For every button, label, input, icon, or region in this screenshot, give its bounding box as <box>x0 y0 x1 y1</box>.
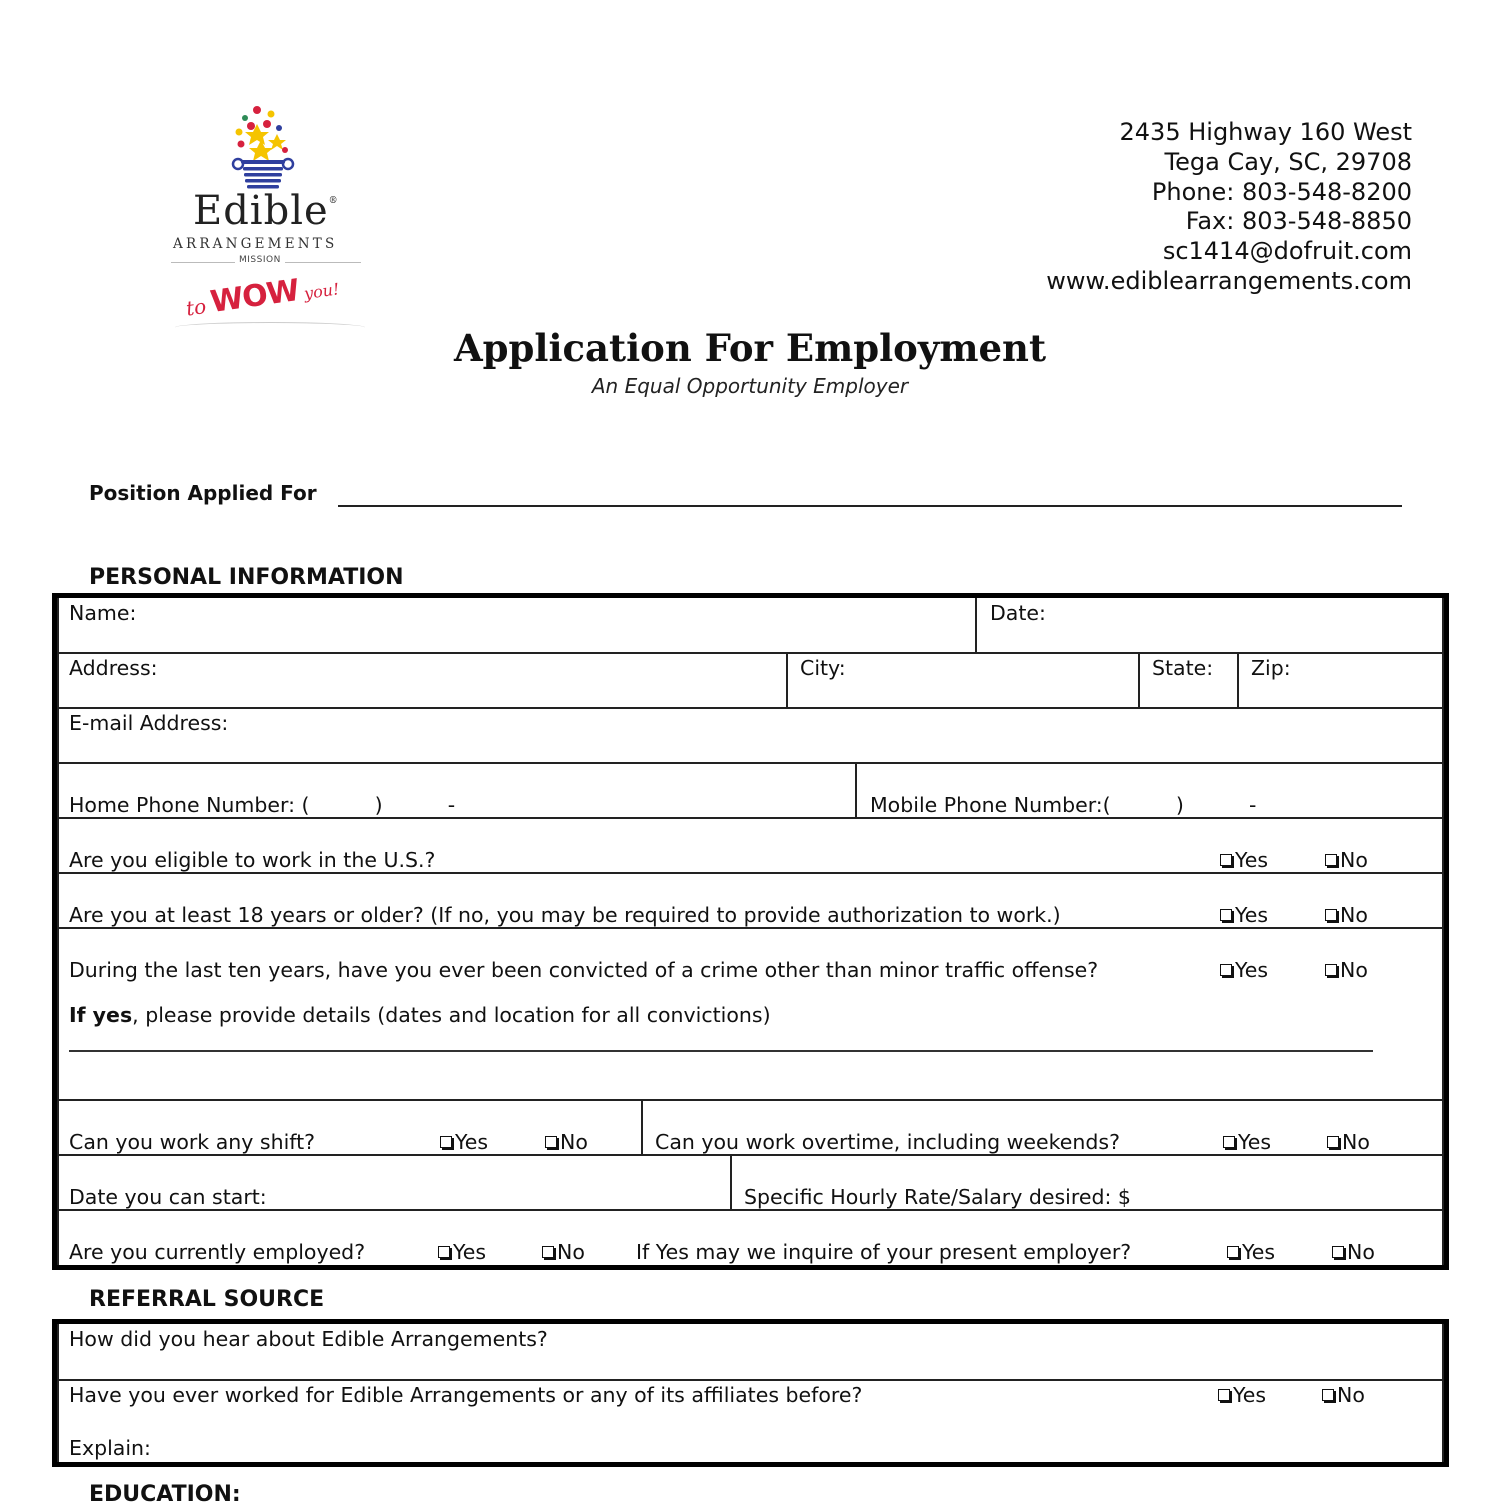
employed-question: Are you currently employed? <box>69 1240 366 1264</box>
col-divider <box>855 763 857 818</box>
eligible-question: Are you eligible to work in the U.S.? <box>69 848 436 872</box>
checkbox-icon <box>1325 909 1337 921</box>
overtime-no-checkbox[interactable]: No <box>1327 1130 1370 1154</box>
row-divider <box>57 872 1444 874</box>
worked-before-no-checkbox[interactable]: No <box>1322 1383 1365 1407</box>
age-yes-checkbox[interactable]: Yes <box>1220 903 1268 927</box>
checkbox-icon <box>1332 1246 1344 1258</box>
company-fax: Fax: 803-548-8850 <box>1185 207 1412 236</box>
page-title: Application For Employment <box>453 326 1047 370</box>
row-divider <box>57 652 1444 654</box>
email-field[interactable]: E-mail Address: <box>69 711 229 735</box>
employed-no-checkbox[interactable]: No <box>542 1240 585 1264</box>
address-field[interactable]: Address: <box>69 656 158 680</box>
date-field[interactable]: Date: <box>990 601 1046 625</box>
convicted-no-checkbox[interactable]: No <box>1325 958 1368 982</box>
personal-information-box <box>52 593 1449 1270</box>
conviction-details-field[interactable] <box>69 1050 1373 1052</box>
overtime-question: Can you work overtime, including weekends? <box>655 1130 1120 1154</box>
age-no-checkbox[interactable]: No <box>1325 903 1368 927</box>
age-question: Are you at least 18 years or older? (If no, you may be required to provide authorization to work.) <box>69 903 1061 927</box>
worked-before-yes-checkbox[interactable]: Yes <box>1218 1383 1266 1407</box>
employed-yes-checkbox[interactable]: Yes <box>438 1240 486 1264</box>
company-website: www.ediblearrangements.com <box>1046 266 1412 295</box>
explain-field[interactable]: Explain: <box>69 1436 151 1460</box>
col-divider <box>641 1100 643 1155</box>
zip-field[interactable]: Zip: <box>1251 656 1291 680</box>
convicted-yes-checkbox[interactable]: Yes <box>1220 958 1268 982</box>
shift-no-checkbox[interactable]: No <box>545 1130 588 1154</box>
checkbox-icon <box>545 1136 557 1148</box>
checkbox-icon <box>1220 909 1232 921</box>
logo-mission-text: MISSION <box>235 255 285 265</box>
checkbox-icon <box>1227 1246 1239 1258</box>
checkbox-icon <box>440 1136 452 1148</box>
inner-right-rule <box>1442 598 1444 1265</box>
inquire-no-checkbox[interactable]: No <box>1332 1240 1375 1264</box>
company-email: sc1414@dofruit.com <box>1162 237 1412 266</box>
home-phone-field[interactable]: Home Phone Number: ( ) - <box>69 793 456 817</box>
eligible-yes-checkbox[interactable]: Yes <box>1220 848 1268 872</box>
inner-left-rule <box>57 1324 59 1462</box>
convicted-question: During the last ten years, have you ever been convicted of a crime other than minor traffic offense? <box>69 958 1099 982</box>
checkbox-icon <box>1322 1389 1334 1401</box>
row-divider <box>57 1154 1444 1156</box>
row-divider <box>57 817 1444 819</box>
company-street: 2435 Highway 160 West <box>1119 118 1412 146</box>
checkbox-icon <box>542 1246 554 1258</box>
mobile-phone-field[interactable]: Mobile Phone Number:( ) - <box>870 793 1257 817</box>
row-divider <box>57 1379 1444 1381</box>
shift-yes-checkbox[interactable]: Yes <box>440 1130 488 1154</box>
eligible-no-checkbox[interactable]: No <box>1325 848 1368 872</box>
inner-right-rule <box>1442 1324 1444 1462</box>
checkbox-icon <box>1325 964 1337 976</box>
col-divider <box>975 598 977 653</box>
personal-information-heading: PERSONAL INFORMATION <box>89 565 404 590</box>
row-divider <box>57 1099 1444 1101</box>
referral-source-heading: REFERRAL SOURCE <box>89 1287 325 1312</box>
page-subtitle: An Equal Opportunity Employer <box>591 374 909 398</box>
logo-subbrand-text: ARRANGEMENTS <box>173 236 338 252</box>
salary-field[interactable]: Specific Hourly Rate/Salary desired: $ <box>744 1185 1131 1209</box>
col-divider <box>1138 653 1140 708</box>
name-field[interactable]: Name: <box>69 601 137 625</box>
inquire-employer-question: If Yes may we inquire of your present employer? <box>636 1240 1132 1264</box>
logo-brand-text: Edible® <box>193 188 339 234</box>
checkbox-icon <box>1325 854 1337 866</box>
checkbox-icon <box>1223 1136 1235 1148</box>
fruit-bouquet-icon <box>227 104 297 190</box>
conviction-details-prompt: If yes, please provide details (dates and location for all convictions) <box>69 1003 771 1027</box>
company-city-state-zip: Tega Cay, SC, 29708 <box>1164 147 1412 176</box>
inquire-yes-checkbox[interactable]: Yes <box>1227 1240 1275 1264</box>
company-phone: Phone: 803-548-8200 <box>1151 177 1412 206</box>
overtime-yes-checkbox[interactable]: Yes <box>1223 1130 1271 1154</box>
col-divider <box>786 653 788 708</box>
company-logo <box>165 100 375 340</box>
checkbox-icon <box>438 1246 450 1258</box>
col-divider <box>730 1155 732 1210</box>
education-heading: EDUCATION: <box>89 1482 241 1507</box>
referral-how-heard-field[interactable]: How did you hear about Edible Arrangements? <box>69 1327 548 1351</box>
company-contact-block <box>1046 118 1412 297</box>
worked-before-question: Have you ever worked for Edible Arrangements or any of its affiliates before? <box>69 1383 863 1407</box>
shift-question: Can you work any shift? <box>69 1130 316 1154</box>
checkbox-icon <box>1220 964 1232 976</box>
position-applied-field[interactable] <box>338 505 1402 507</box>
row-divider <box>57 707 1444 709</box>
inner-left-rule <box>57 598 59 1265</box>
row-divider <box>57 1209 1444 1211</box>
row-divider <box>57 762 1444 764</box>
start-date-field[interactable]: Date you can start: <box>69 1185 267 1209</box>
logo-tagline: to WOW you! <box>184 273 341 321</box>
checkbox-icon <box>1327 1136 1339 1148</box>
position-applied-label: Position Applied For <box>89 481 317 505</box>
checkbox-icon <box>1218 1389 1230 1401</box>
checkbox-icon <box>1220 854 1232 866</box>
row-divider <box>57 927 1444 929</box>
state-field[interactable]: State: <box>1152 656 1214 680</box>
city-field[interactable]: City: <box>800 656 846 680</box>
col-divider <box>1237 653 1239 708</box>
